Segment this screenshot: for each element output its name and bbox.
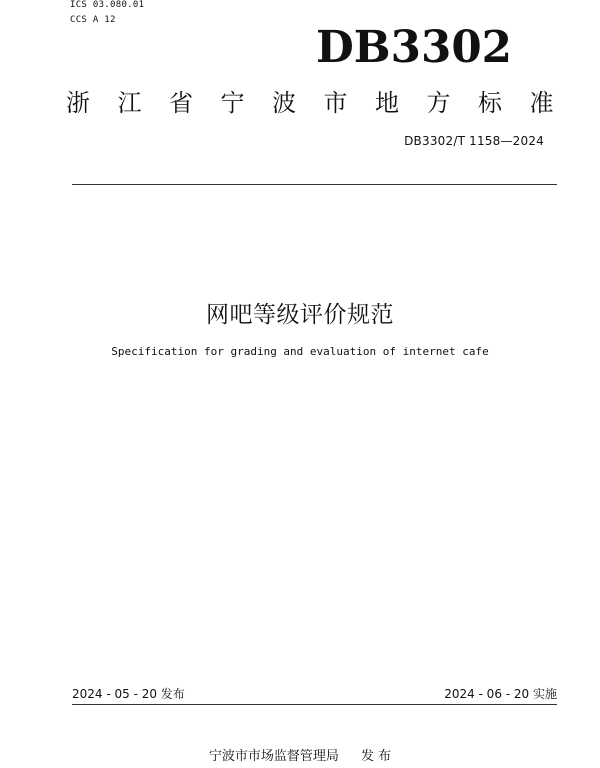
ics-code: ICS 03.080.01 bbox=[70, 0, 145, 10]
category-char: 浙 bbox=[66, 89, 90, 117]
category-char: 江 bbox=[117, 89, 142, 117]
issuer-action: 发 布 bbox=[360, 749, 392, 764]
category-char: 宁 bbox=[220, 89, 245, 117]
db-logo bbox=[316, 22, 516, 68]
issue-date: 2024 - 05 - 20 发布 bbox=[72, 687, 185, 701]
title-english: Specification for grading and evaluation of internet cafe bbox=[111, 345, 489, 358]
issuer-name: 宁波市市场监督管理局 bbox=[208, 749, 339, 764]
category-char: 标 bbox=[478, 89, 502, 117]
footer-rule bbox=[72, 704, 557, 705]
category-char: 方 bbox=[426, 89, 451, 117]
category-char: 准 bbox=[529, 89, 554, 117]
header-rule bbox=[72, 184, 557, 185]
category-char: 地 bbox=[375, 89, 399, 117]
category-char: 省 bbox=[169, 89, 193, 117]
standard-category bbox=[66, 84, 556, 118]
issuer-line bbox=[0, 745, 600, 764]
category-char: 市 bbox=[323, 89, 348, 117]
title-chinese: 网吧等级评价规范 bbox=[206, 302, 394, 328]
implementation-date: 2024 - 06 - 20 实施 bbox=[444, 687, 557, 701]
category-char: 波 bbox=[272, 89, 296, 117]
standard-number: DB3302/T 1158—2024 bbox=[404, 134, 544, 148]
db-logo-text: DB3302 bbox=[316, 22, 512, 68]
ccs-code: CCS A 12 bbox=[70, 15, 116, 25]
